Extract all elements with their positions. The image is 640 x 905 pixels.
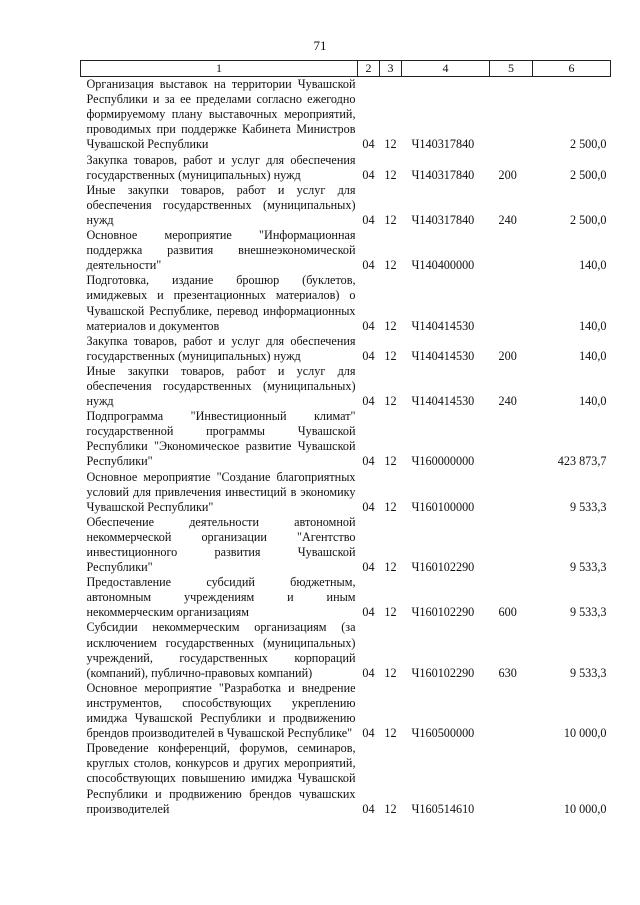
expense-kind-code: 240 <box>498 212 517 227</box>
subsection-code: 12 <box>384 212 397 227</box>
subsection-code: 12 <box>384 318 397 333</box>
expense-kind-code: 200 <box>498 167 517 182</box>
subsection-code: 12 <box>384 605 397 620</box>
target-article-code: Ч140414530 <box>411 348 475 363</box>
amount: 10 000,0 <box>563 726 607 741</box>
amount: 9 533,3 <box>569 499 607 514</box>
subsection-code: 12 <box>384 801 397 816</box>
expense-kind-code <box>490 228 533 273</box>
amount: 2 500,0 <box>569 167 607 182</box>
expense-kind-code: 600 <box>498 605 517 620</box>
section-code: 04 <box>362 167 375 182</box>
table-row <box>81 741 611 816</box>
subsection-code: 12 <box>384 665 397 680</box>
target-article-code: Ч140414530 <box>411 318 475 333</box>
target-article-code: Ч160000000 <box>411 454 475 469</box>
target-article-code: Ч140317840 <box>411 137 475 152</box>
subsection-code: 12 <box>384 258 397 273</box>
section-code: 04 <box>362 801 375 816</box>
section-code: 04 <box>362 318 375 333</box>
section-code: 04 <box>362 665 375 680</box>
subsection-code: 12 <box>384 167 397 182</box>
target-article-code: Ч140317840 <box>411 212 475 227</box>
table-header-row <box>81 61 611 77</box>
subsection-code: 12 <box>384 726 397 741</box>
amount: 2 500,0 <box>569 212 607 227</box>
expense-kind-code: 200 <box>498 348 517 363</box>
section-code: 04 <box>362 454 375 469</box>
expense-name: Субсидии некоммерческим организациям (за исключением государственных (муниципальных) учреждений, государственных корпораций (компаний), публично-правовых компаний) <box>86 620 356 680</box>
expense-kind-code <box>490 515 533 575</box>
table-row <box>81 334 611 364</box>
target-article-code: Ч160500000 <box>411 726 475 741</box>
header-col-4: 4 <box>402 61 490 77</box>
expense-kind-code <box>490 470 533 515</box>
expense-name: Основное мероприятие "Разработка и внедрение инструментов, способствующих укреплению имиджа Чувашской Республики и продвижению брендов производителей в Чувашской Республике" <box>86 680 356 741</box>
expense-name: Проведение конференций, форумов, семинаров, круглых столов, конкурсов и других мероприятий, способствующих повышению имиджа Чувашской Республики и продвижению брендов чувашских производителей <box>86 741 356 816</box>
amount: 423 873,7 <box>557 454 607 469</box>
subsection-code: 12 <box>384 137 397 152</box>
table-row <box>81 228 611 273</box>
amount: 2 500,0 <box>569 137 607 152</box>
expense-name: Подготовка, издание брошюр (буклетов, имиджевых и презентационных материалов) о Чувашской Республике, перевод информационных материалов и документов <box>86 273 356 333</box>
header-col-5: 5 <box>490 61 533 77</box>
expense-name: Организация выставок на территории Чувашской Республики и за ее пределами согласно ежегодно формируемому плану выставочных мероприятий, проводимых при поддержке Кабинета Министров Чувашской Республики <box>86 77 356 152</box>
subsection-code: 12 <box>384 348 397 363</box>
amount: 140,0 <box>579 394 607 409</box>
subsection-code: 12 <box>384 454 397 469</box>
expense-name: Предоставление субсидий бюджетным, автономным учреждениям и иным некоммерческим организациям <box>86 575 356 620</box>
table-row <box>81 575 611 620</box>
expense-kind-code <box>490 681 533 741</box>
expense-kind-code: 630 <box>498 665 517 680</box>
amount: 9 533,3 <box>569 605 607 620</box>
table-row <box>81 470 611 515</box>
amount: 10 000,0 <box>563 801 607 816</box>
header-col-3: 3 <box>380 61 402 77</box>
table-row <box>81 77 611 153</box>
expense-name: Подпрограмма "Инвестиционный климат" государственной программы Чувашской Республики "Экономическое развитие Чувашской Республики" <box>86 409 356 469</box>
table-row <box>81 515 611 575</box>
target-article-code: Ч140317840 <box>411 167 475 182</box>
table-body <box>81 77 611 817</box>
amount: 140,0 <box>579 318 607 333</box>
target-article-code: Ч160102290 <box>411 560 475 575</box>
amount: 140,0 <box>579 348 607 363</box>
table-row <box>81 364 611 409</box>
section-code: 04 <box>362 137 375 152</box>
page-number: 71 <box>313 38 327 53</box>
target-article-code: Ч160514610 <box>411 801 475 816</box>
header-col-1: 1 <box>81 61 358 77</box>
section-code: 04 <box>362 726 375 741</box>
table-row <box>81 183 611 228</box>
subsection-code: 12 <box>384 394 397 409</box>
table-row <box>81 153 611 183</box>
table-row <box>81 681 611 741</box>
amount: 9 533,3 <box>569 665 607 680</box>
subsection-code: 12 <box>384 560 397 575</box>
header-col-6: 6 <box>533 61 611 77</box>
expense-name: Обеспечение деятельности автономной некоммерческой организации "Агентство инвестиционного развития Чувашской Республики" <box>86 514 356 575</box>
target-article-code: Ч160102290 <box>411 665 475 680</box>
section-code: 04 <box>362 394 375 409</box>
expense-kind-code <box>490 741 533 816</box>
target-article-code: Ч140414530 <box>411 394 475 409</box>
table-row <box>81 273 611 333</box>
section-code: 04 <box>362 258 375 273</box>
expense-name: Основное мероприятие "Создание благоприятных условий для привлечения инвестиций в экономику Чувашской Республики" <box>86 469 356 514</box>
target-article-code: Ч160102290 <box>411 605 475 620</box>
expense-name: Закупка товаров, работ и услуг для обеспечения государственных (муниципальных) нужд <box>86 333 356 363</box>
section-code: 04 <box>362 605 375 620</box>
amount: 9 533,3 <box>569 560 607 575</box>
expense-kind-code <box>490 77 533 153</box>
target-article-code: Ч160100000 <box>411 499 475 514</box>
amount: 140,0 <box>579 258 607 273</box>
section-code: 04 <box>362 560 375 575</box>
table-row <box>81 409 611 469</box>
table-row <box>81 620 611 680</box>
section-code: 04 <box>362 348 375 363</box>
expense-kind-code <box>490 409 533 469</box>
expense-name: Закупка товаров, работ и услуг для обеспечения государственных (муниципальных) нужд <box>86 152 356 182</box>
expense-kind-code: 240 <box>498 394 517 409</box>
expense-name: Основное мероприятие "Информационная поддержка развития внешнеэкономической деятельности" <box>86 228 356 273</box>
target-article-code: Ч140400000 <box>411 258 475 273</box>
expense-name: Иные закупки товаров, работ и услуг для обеспечения государственных (муниципальных) нужд <box>86 182 356 227</box>
section-code: 04 <box>362 499 375 514</box>
expense-kind-code <box>490 273 533 333</box>
subsection-code: 12 <box>384 499 397 514</box>
expense-name: Иные закупки товаров, работ и услуг для обеспечения государственных (муниципальных) нужд <box>86 363 356 409</box>
budget-table <box>80 60 611 817</box>
header-col-2: 2 <box>358 61 380 77</box>
section-code: 04 <box>362 212 375 227</box>
